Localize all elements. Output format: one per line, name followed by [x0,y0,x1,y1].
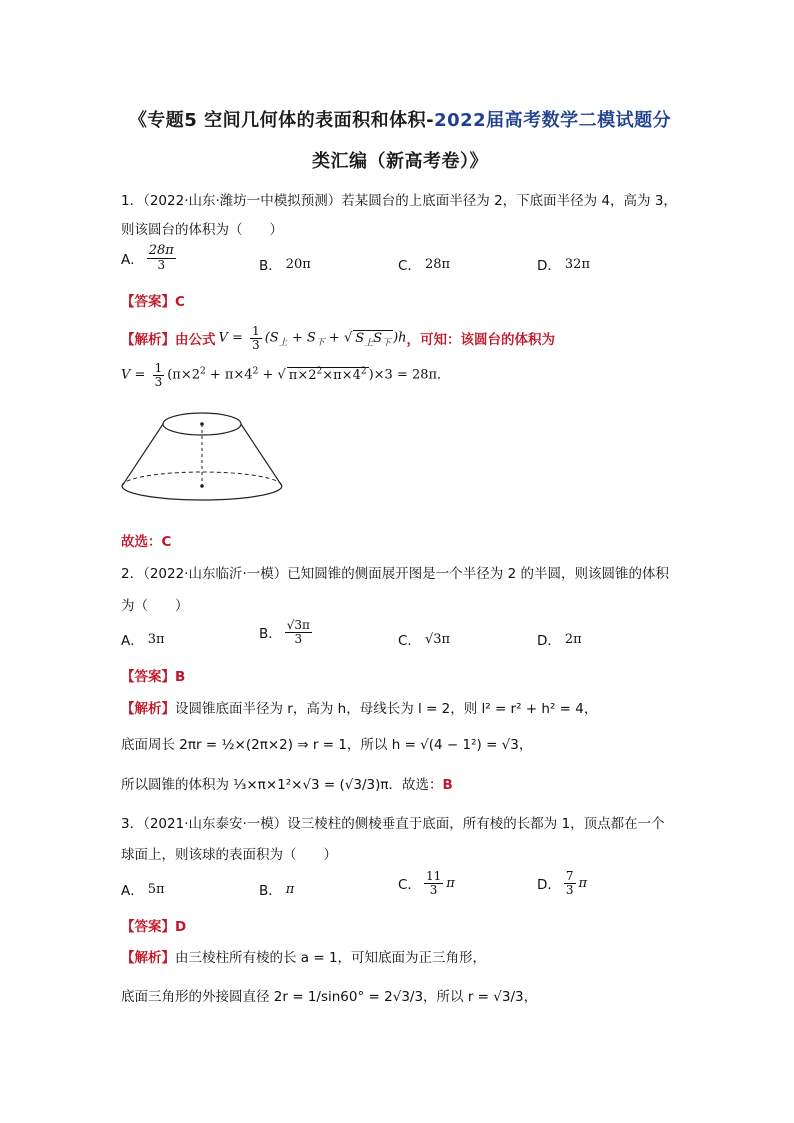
q3-stem-line1: 3．（2021·山东泰安·一模）设三棱柱的侧棱垂直于底面，所有棱的长都为 1，顶点都在一个 [121,816,665,832]
q1-option-d: D． 32π [537,256,590,274]
q2-stem-line1: 2．（2022·山东临沂·一模）已知圆锥的侧面展开图是一个半径为 2 的半圆，则该圆锥的体积 [121,566,669,582]
q1-option-c: C． 28π [398,256,451,274]
q1-stem-line2: 则该圆台的体积为（ ） [121,222,283,238]
q1-answer: 【答案】C [121,294,185,310]
q3-option-c: C． $\frac{11}{3}$ π [398,869,455,897]
q3-stem-line2: 球面上，则该球的表面积为（ ） [121,847,337,863]
q3-option-d: D． $\frac{7}{3}$ π [537,869,588,897]
q3-option-b: B． π [259,881,295,899]
frustum-figure [118,410,288,510]
document-title-line2: 类汇编（新高考卷）》 [312,151,488,172]
q2-option-b-fraction: $\frac{√3\pi}{3}$ [286,618,310,646]
q3-option-c-fraction: $\frac{11}{3}$ [425,869,442,897]
q2-answer: 【答案】B [121,669,186,685]
q1-analysis-line1: 【解析】 由公式 V = $\frac{1}{3}$ ($S_上 + S_下$ + √ $S_上S_下$ )h ，可知：该圆台的体积为 [121,324,556,352]
formula-volume: V = $\frac{1}{3}$ ($S_上 + S_下$ + √ $S_上S_下$ )h [218,324,407,352]
q2-stem-line2: 为（ ） [121,598,189,614]
q3-option-d-fraction: $\frac{7}{3}$ [565,869,574,897]
q1-option-a: A． $\frac{28\pi}{3}$ [121,243,174,272]
frustum-bottom-center [200,484,204,488]
q2-analysis-line1: 【解析】设圆锥底面半径为 r，高为 h，母线长为 l = 2，则 l² = r² + h² = 4， [121,701,598,717]
q1-option-a-fraction: $\frac{28\pi}{3}$ [148,243,174,272]
q2-option-b: B． $\frac{√3\pi}{3}$ [259,618,310,646]
q2-option-d: D． 2π [537,631,582,649]
q1-volume-computation: V = $\frac{1}{3}$ ($\pi\times 2^2 + \pi\times 4^2$ + √ $\pi\times 2^2\times\pi\times 4^2$ )×3 = 28π． [121,361,451,389]
frustum-bottom-front-arc [122,486,282,500]
q1-conclusion: 故选：C [121,534,172,550]
q1-analysis-line2 [121,362,450,388]
q2-option-c: C． √3π [398,631,451,649]
q1-stem-line1: 1．（2022·山东·潍坊一中模拟预测）若某圆台的上底面半径为 2，下底面半径为 4，高为 3， [121,193,677,209]
q3-analysis-line2: 底面三角形的外接圆直径 2r = 1/sin60° = 2√3/3，所以 r = √3/3， [121,989,538,1005]
q3-answer: 【答案】D [121,919,187,935]
q3-analysis-line1: 【解析】由三棱柱所有棱的长 a = 1，可知底面为正三角形， [121,950,487,966]
q3-option-a: A． 5π [121,881,165,899]
q2-analysis-line3: 所以圆锥的体积为 ⅓×π×1²×√3 = (√3/3)π．故选：B [121,777,453,793]
document-title-line1: 《专题5 空间几何体的表面积和体积-2022届高考数学二模试题分 [128,110,672,131]
frustum-top-center [200,422,204,426]
q2-analysis-line2: 底面周长 2πr = ½×(2π×2) ⇒ r = 1，所以 h = √(4 − 1²) = √3， [121,737,533,753]
q2-option-a: A． 3π [121,631,165,649]
q1-option-b: B． 20π [259,256,311,274]
